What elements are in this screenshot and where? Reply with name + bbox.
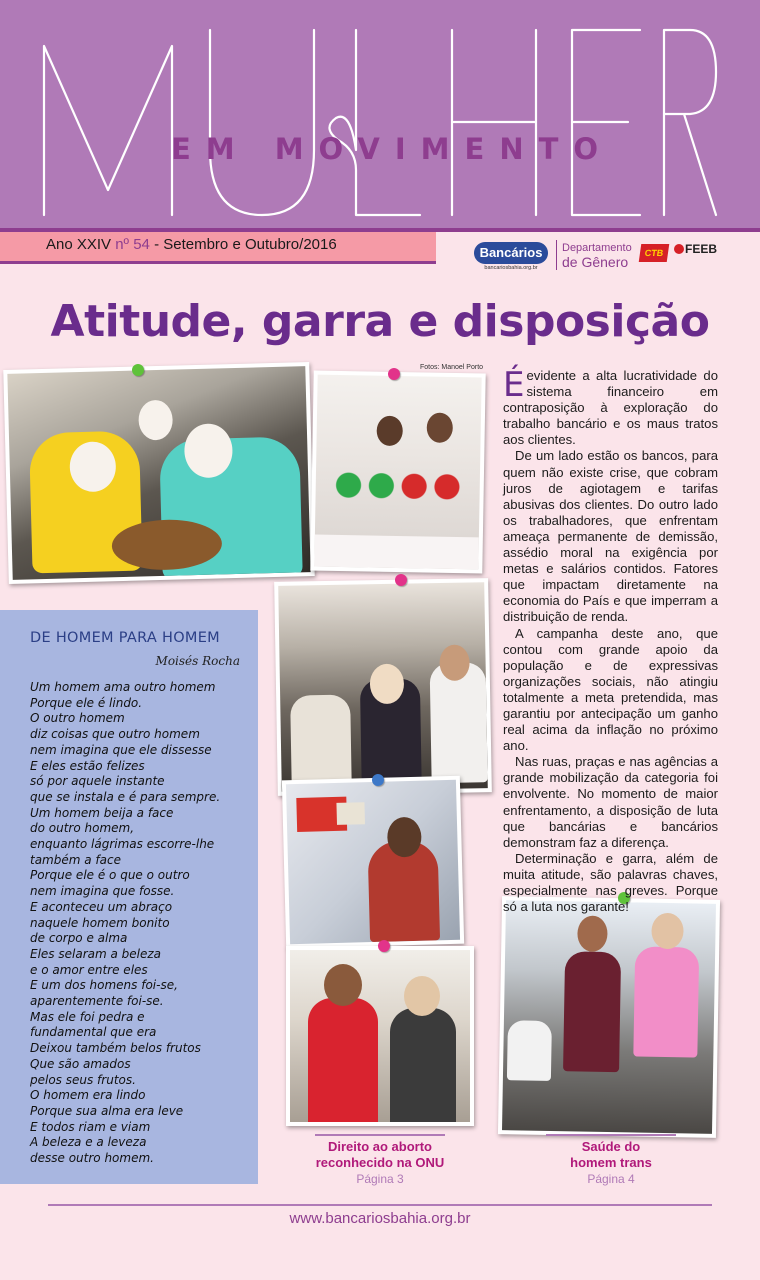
masthead-title-lettering bbox=[0, 0, 760, 228]
footer-rule bbox=[48, 1204, 712, 1206]
photo-clowns-image bbox=[7, 366, 310, 580]
article-paragraph: A campanha deste ano, que contou com grande apoio da população e de expressivas organizações sociais, não atingiu totalmente a meta pretendida, mas garantiu por antecipação um ganho real acima da inflação no próximo ano. bbox=[503, 625, 718, 754]
photo-credit: Fotos: Manoel Porto bbox=[420, 364, 484, 371]
pushpin-icon bbox=[388, 368, 400, 380]
edition-date: - Setembro e Outubro/2016 bbox=[154, 236, 337, 253]
pushpin-icon bbox=[378, 940, 390, 952]
photo-trans-health bbox=[498, 896, 720, 1138]
caption-trans-health[interactable] bbox=[521, 1134, 701, 1187]
article-dropcap: É bbox=[503, 365, 525, 405]
caption-title-line1: Direito ao aborto bbox=[327, 1139, 432, 1154]
footer-url[interactable]: www.bancariosbahia.org.br bbox=[289, 1210, 471, 1227]
photo-greve-poster-image bbox=[286, 780, 460, 944]
caption-page: Página 4 bbox=[587, 1172, 635, 1186]
feeb-logo-text: FEEB bbox=[685, 242, 718, 256]
photo-greve-poster bbox=[282, 776, 464, 949]
photo-campaign-banner bbox=[310, 371, 485, 574]
bancarios-logo-site: bancariosbahia.org.br bbox=[484, 265, 538, 271]
edition-divider bbox=[0, 228, 760, 232]
bancarios-logo-text: Bancários bbox=[474, 242, 548, 264]
photo-clowns bbox=[3, 362, 314, 584]
poem-title: DE HOMEM PARA HOMEM bbox=[30, 630, 220, 646]
masthead-subtitle: EM MOVIMENTO bbox=[170, 132, 614, 166]
photo-abortion-rights-image bbox=[290, 950, 470, 1122]
masthead bbox=[0, 0, 760, 228]
bancarios-logo bbox=[472, 238, 550, 272]
pushpin-icon bbox=[132, 364, 144, 376]
sponsor-logos bbox=[472, 238, 722, 272]
department-logo bbox=[562, 241, 632, 269]
article-paragraph: Determinação e garra, além de muita atitude, são palavras chaves, especialmente nas greves. Porque só a luta nos garante! bbox=[503, 850, 718, 915]
article-paragraph bbox=[503, 365, 718, 448]
caption-title-line2: reconhecido na ONU bbox=[315, 1155, 445, 1170]
article-paragraph: Nas ruas, praças e nas agências a grande mobilização da categoria foi envolvente. No momento de maior enfrentamento, a disposição de luta que bancárias e bancários demonstram faz a diferença. bbox=[503, 754, 718, 850]
pushpin-icon bbox=[372, 774, 384, 786]
caption-rule bbox=[546, 1134, 676, 1136]
photo-march bbox=[274, 578, 492, 796]
article-body bbox=[503, 365, 718, 915]
edition-number: nº 54 bbox=[115, 236, 150, 253]
photo-abortion-rights bbox=[286, 946, 474, 1126]
caption-rule bbox=[315, 1134, 445, 1136]
ctb-logo: CTB bbox=[639, 244, 670, 262]
caption-abortion-rights[interactable] bbox=[290, 1134, 470, 1187]
edition-info bbox=[46, 236, 337, 253]
poem-author: Moisés Rocha bbox=[155, 654, 240, 668]
caption-title-line1: Saúde do bbox=[581, 1139, 641, 1154]
logo-separator bbox=[556, 240, 557, 270]
feeb-dot-icon bbox=[674, 244, 684, 254]
caption-title-line2: homem trans bbox=[570, 1155, 652, 1170]
edition-year: Ano XXIV bbox=[46, 236, 112, 253]
article-paragraph: De um lado estão os bancos, para quem não existe crise, que cobram juros de agiotagem e tarifas abusivas dos clientes. Do outro lado os trabalhadores, que enfrentam ameaça permanente de demissão, assédio moral na exigência por metas e salários contidos. Fatores que impactam diretamente na economia do País e que imperram a distribuição de renda. bbox=[503, 448, 718, 625]
caption-page: Página 3 bbox=[356, 1172, 404, 1186]
photo-campaign-banner-image bbox=[314, 375, 481, 570]
department-line2: de Gênero bbox=[562, 254, 629, 270]
headline: Atitude, garra e disposição bbox=[50, 296, 710, 347]
photo-trans-health-image bbox=[502, 900, 716, 1134]
feeb-logo bbox=[674, 242, 717, 256]
pushpin-icon bbox=[395, 574, 407, 586]
photo-march-image bbox=[278, 582, 488, 792]
department-line1: Departamento bbox=[562, 242, 632, 254]
article-paragraph-1-text: evidente a alta lucratividade do sistema financeiro em contraposição à exploração do trabalho bancário e os maus tratos aos clientes. bbox=[503, 368, 718, 448]
poem-text: Um homem ama outro homem Porque ele é lindo. O outro homem diz coisas que outro homem nem imagina que ele dissesse E eles estão felizes só por aquele instante que se instala e é para sempre. Um homem beija a face do outro homem, enquanto lágrimas escorre-lhe também a face Porque ele é o que o outro nem imagina que fosse. E aconteceu um abraço naquele homem bonito de corpo e alma Eles selaram a beleza e o amor entre eles E um dos homens foi-se, aparentemente foi-se. Mas ele foi pedra e fundamental que era Deixou também belos frutos Que são amados pelos seus frutos. O homem era lindo Porque sua alma era leve E todos riam e viam A beleza e a leveza desse outro homem. bbox=[30, 680, 221, 1166]
poem-box bbox=[0, 610, 258, 1184]
